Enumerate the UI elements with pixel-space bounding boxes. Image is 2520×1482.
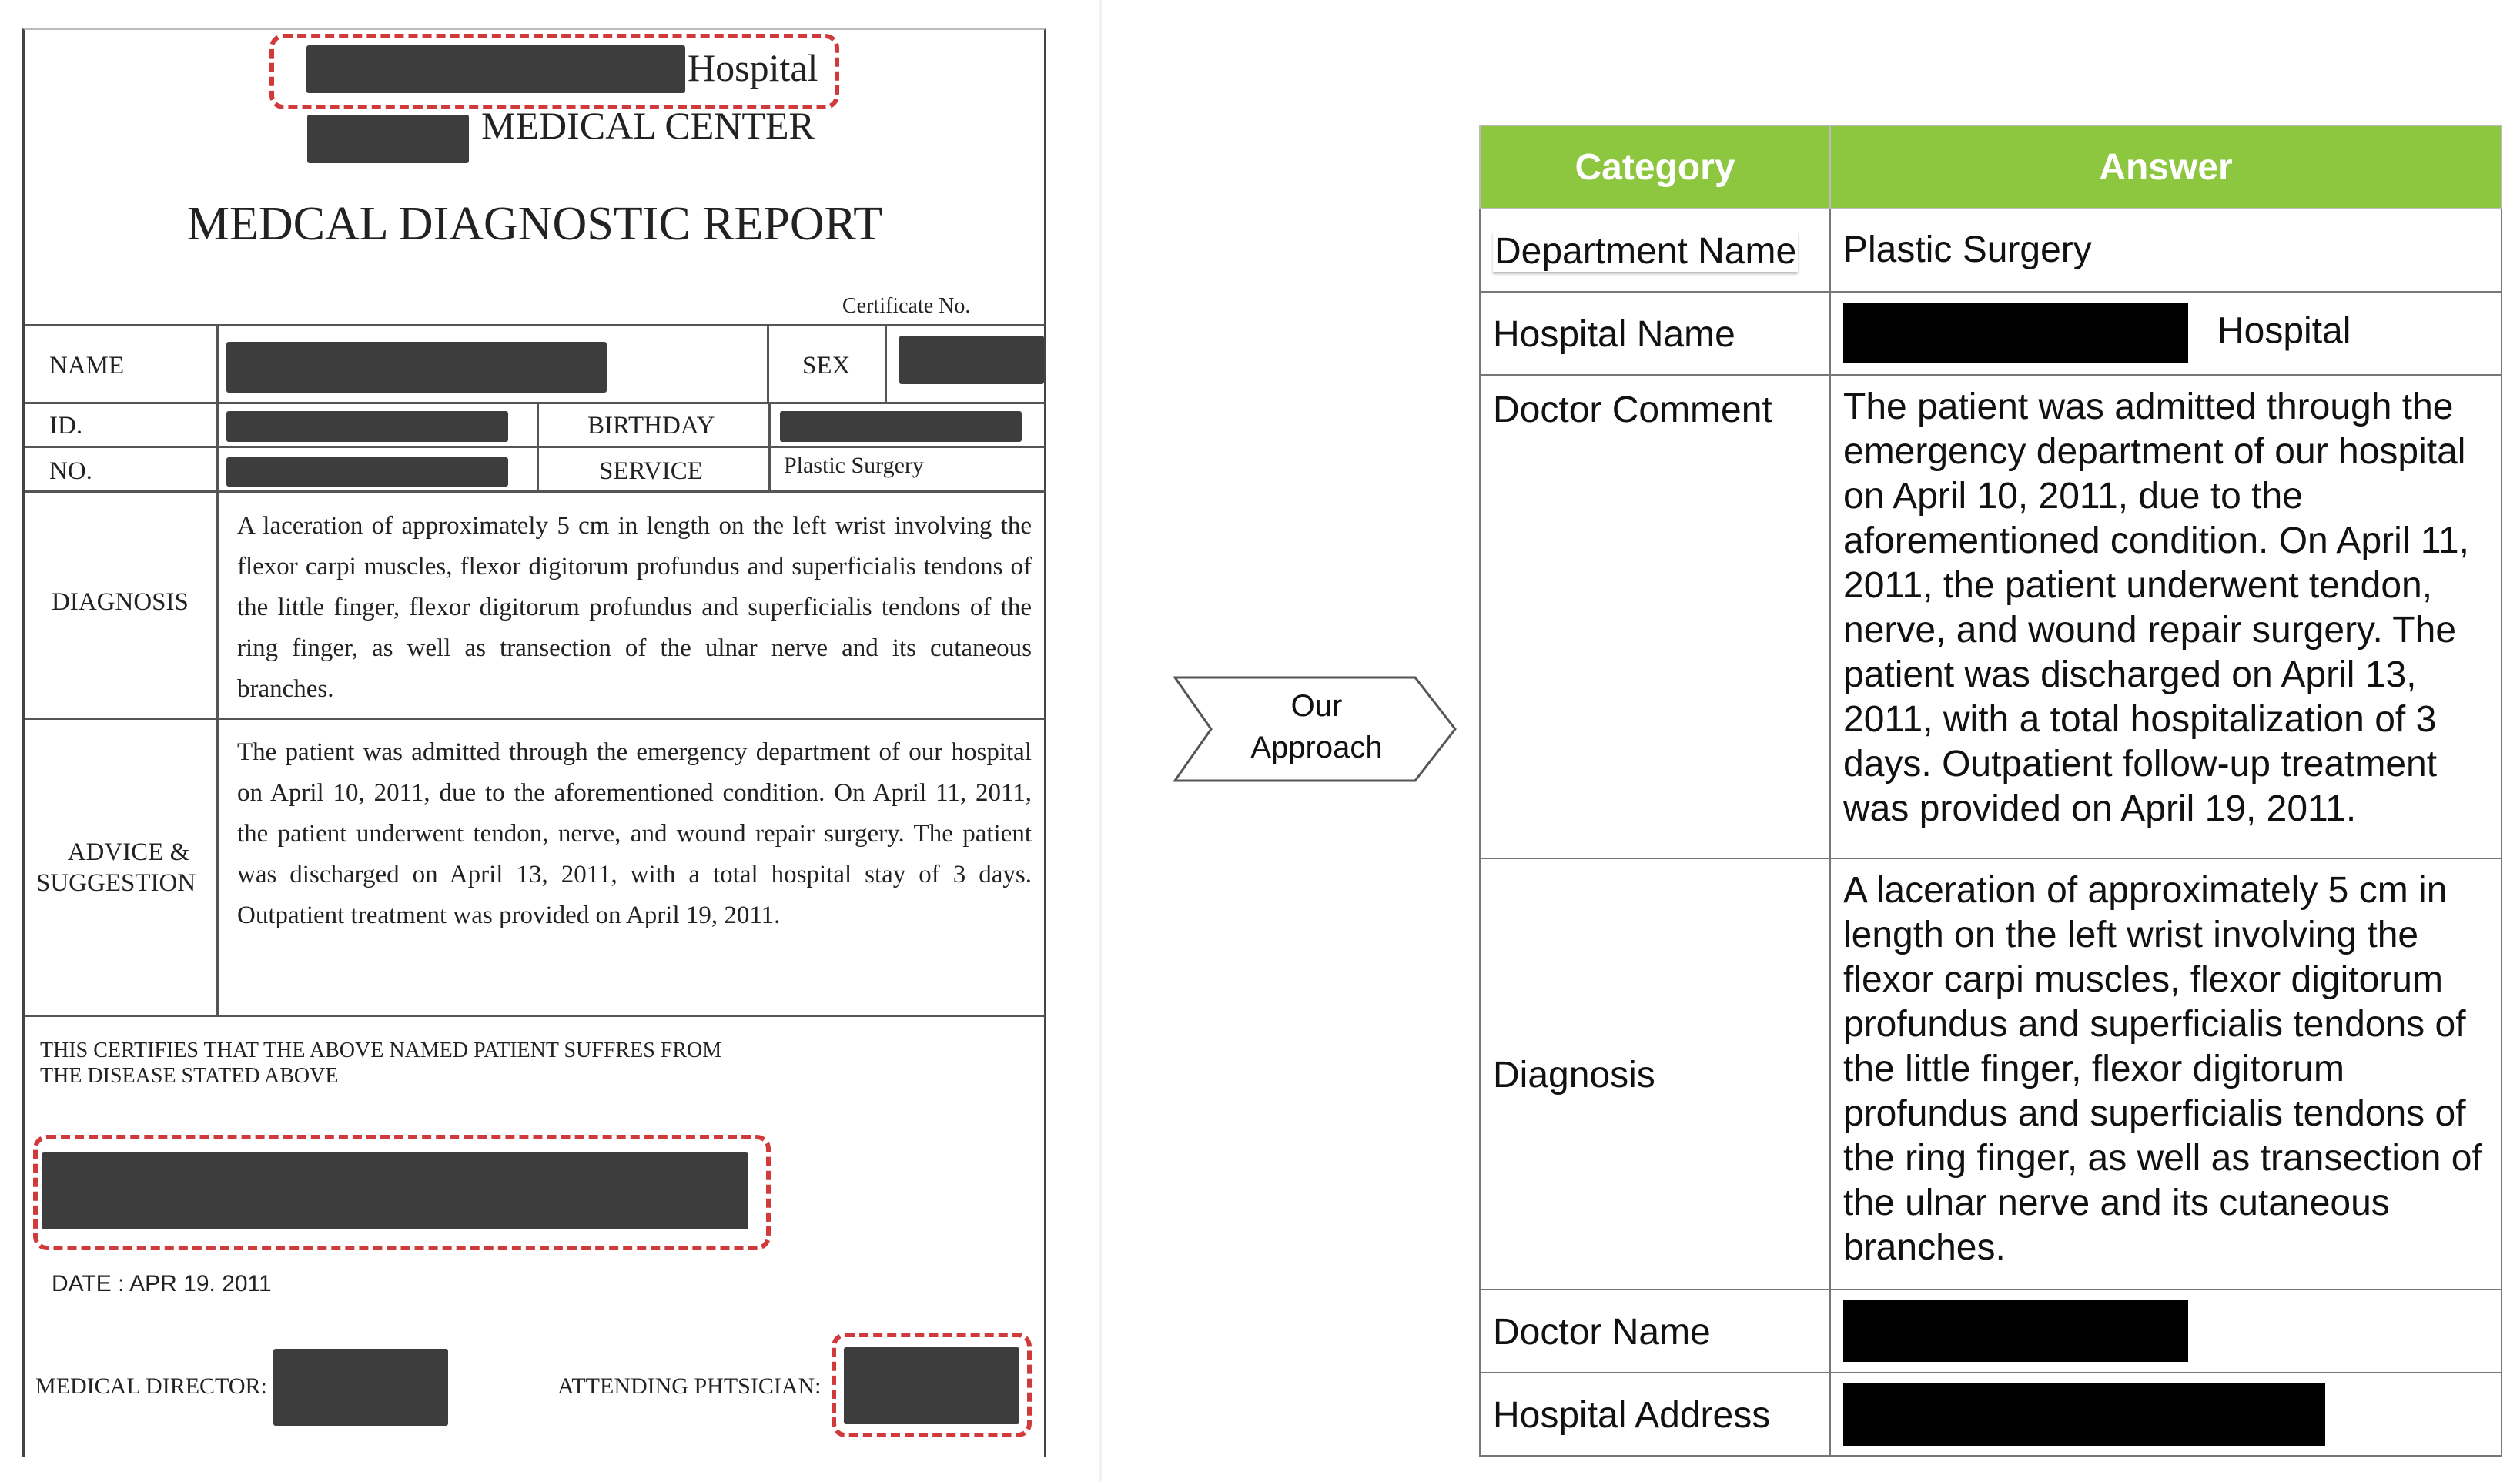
redacted-sex	[899, 336, 1044, 384]
redacted-director	[273, 1349, 448, 1426]
name-label: NAME	[49, 352, 125, 380]
row-category: Doctor Comment	[1480, 375, 1830, 858]
table-row	[1480, 1290, 2502, 1373]
service-label: SERVICE	[599, 457, 703, 485]
table-row	[1480, 209, 2502, 292]
certify-line1: THIS CERTIFIES THAT THE ABOVE NAMED PATIENT SUFFRES FROM	[40, 1039, 722, 1062]
row-answer	[1830, 1290, 2502, 1373]
report-date: DATE : APR 19. 2011	[52, 1271, 272, 1296]
redacted-patient-name	[226, 342, 607, 393]
row-answer	[1830, 292, 2502, 375]
id-label: ID.	[49, 412, 83, 440]
attending-physician-label: ATTENDING PHTSICIAN:	[557, 1373, 822, 1399]
service-value: Plastic Surgery	[784, 453, 924, 478]
header-category: Category	[1480, 125, 1830, 209]
row-answer	[1830, 1373, 2502, 1456]
redacted-signature	[42, 1152, 748, 1229]
row-answer: The patient was admitted through the emergency department of our hospital on April 10, 2011, due to the aforementioned condition. On April 11, 2011, the patient underwent tendon, nerve, and wound repair surgery. The patient was discharged on April 13, 2011, with a total hospitalization of 3 days. Outpatient follow-up treatment was provided on April 19, 2011.	[1830, 375, 2502, 858]
table-header-row	[1480, 125, 2502, 209]
redacted-number	[226, 457, 508, 487]
redacted-center-name	[307, 115, 469, 163]
report-title: MEDCAL DIAGNOSTIC REPORT	[186, 198, 883, 250]
sex-label: SEX	[802, 352, 851, 380]
row-category: Diagnosis	[1480, 858, 1830, 1290]
advice-label-line2: SUGGESTION	[36, 869, 196, 897]
row-answer: Plastic Surgery	[1830, 209, 2502, 292]
medical-center-title: MEDICAL CENTER	[481, 104, 815, 147]
hospital-name-text: Hospital	[2217, 310, 2351, 352]
category-text: Department Name	[1494, 231, 1797, 272]
advice-label-line1: ADVICE &	[67, 838, 190, 866]
redacted-hospital-name	[1843, 303, 2188, 363]
medical-report-scan	[22, 28, 1046, 1457]
row-category	[1480, 209, 1830, 292]
diagnosis-text: A laceration of approximately 5 cm in length on the left wrist involving the flexor carpi muscles, flexor digitorum profundus and superficialis tendons of the little finger, flexor digitorum profundus and superficialis tendons of the ring finger, as well as transection of the ulnar nerve and its cutaneous branches.	[237, 512, 1032, 703]
approach-label	[1201, 685, 1432, 768]
panel-divider	[1099, 0, 1102, 1482]
extraction-table	[1479, 125, 2502, 1457]
birthday-label: BIRTHDAY	[587, 412, 715, 440]
certificate-no-label: Certificate No.	[842, 294, 971, 318]
approach-label-line1: Our	[1290, 689, 1343, 723]
table-row	[1480, 1373, 2502, 1456]
redacted-id	[226, 411, 508, 442]
advice-text: The patient was admitted through the emergency department of our hospital on April 10, 2011, due to the aforementioned condition. On April 11, 2011, the patient underwent tendon, nerve, and wound repair surgery. The patient was discharged on April 13, 2011, with a total hospital stay of 3 days. Outpatient treatment was provided on April 19, 2011.	[237, 738, 1032, 929]
medical-director-label: MEDICAL DIRECTOR:	[35, 1373, 267, 1399]
table-row	[1480, 375, 2502, 858]
approach-label-line2: Approach	[1250, 731, 1383, 764]
redacted-physician	[844, 1347, 1019, 1424]
redacted-hospital-name	[306, 45, 685, 93]
redacted-doctor-name	[1843, 1300, 2188, 1362]
redacted-birthday	[780, 411, 1022, 442]
no-label: NO.	[49, 457, 92, 485]
certify-line2: THE DISEASE STATED ABOVE	[40, 1064, 339, 1088]
row-category: Hospital Name	[1480, 292, 1830, 375]
row-answer: A laceration of approximately 5 cm in length on the left wrist involving the flexor carpi muscles, flexor digitorum profundus and superficialis tendons of the little finger, flexor digitorum profundus and superficialis tendons of the ring finger, as well as transection of the ulnar nerve and its cutaneous branches.	[1830, 858, 2502, 1290]
diagnosis-label: DIAGNOSIS	[52, 588, 189, 616]
header-answer: Answer	[1830, 125, 2502, 209]
hospital-suffix: Hospital	[688, 46, 818, 89]
row-category: Hospital Address	[1480, 1373, 1830, 1456]
redacted-hospital-address	[1843, 1383, 2325, 1446]
row-category: Doctor Name	[1480, 1290, 1830, 1373]
table-row	[1480, 858, 2502, 1290]
table-row	[1480, 292, 2502, 375]
